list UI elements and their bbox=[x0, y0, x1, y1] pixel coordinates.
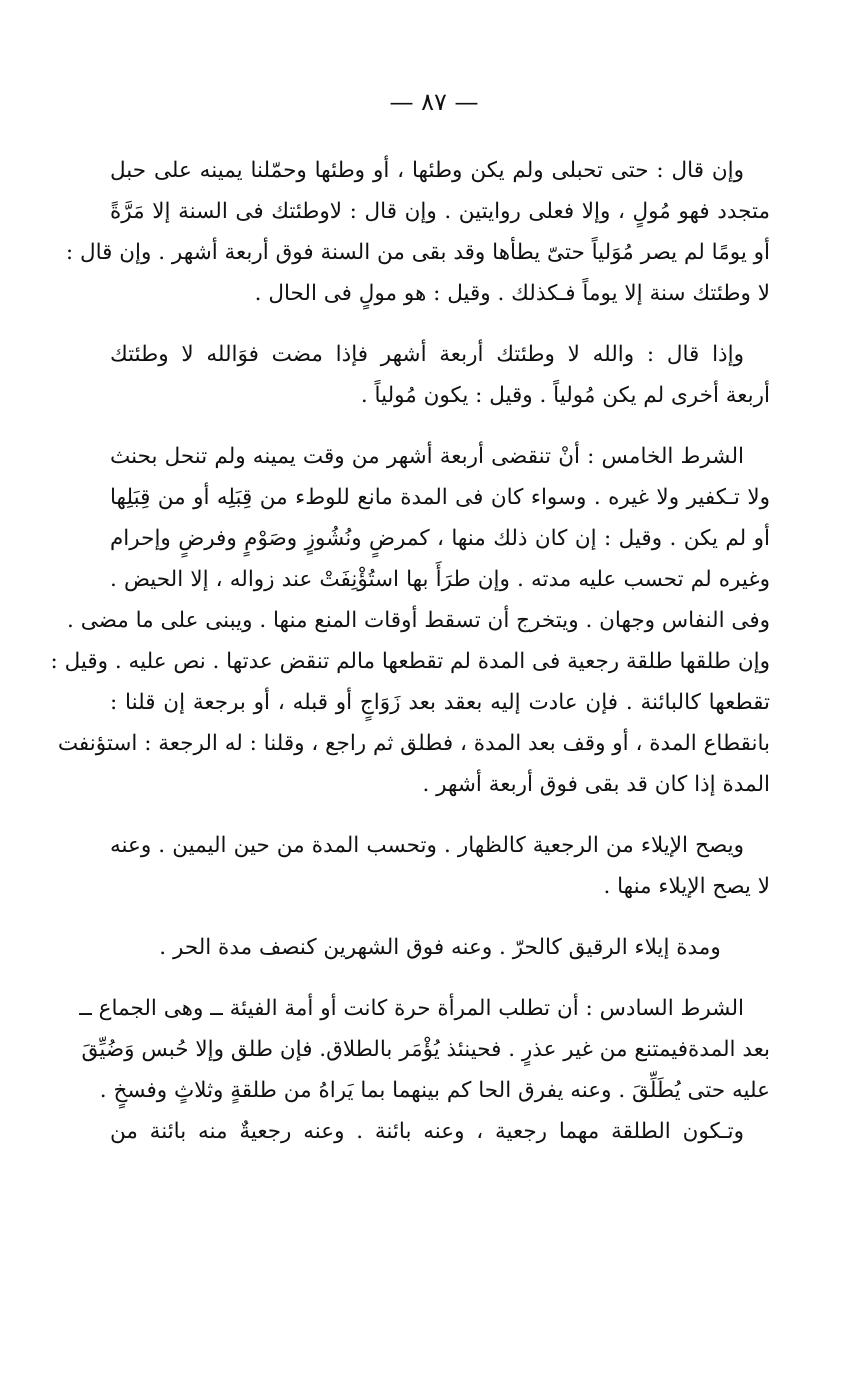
paragraph-4 bbox=[110, 825, 770, 907]
paragraph-6 bbox=[79, 988, 770, 1152]
text-line: لا يصح الإيلاء منها . bbox=[603, 874, 770, 899]
text-line: بانقطاع المدة ، أو وقف بعد المدة ، فطلق ثم راجع ، وقلنا : له الرجعة : استؤنفت bbox=[57, 731, 770, 756]
text-line: وإن طلقها طلقة رجعية فى المدة لم تقطعها مالم تنقض عدتها . نص عليه . وقيل : bbox=[50, 649, 770, 674]
page-number: — ٨٧ — bbox=[389, 88, 479, 116]
text-line: وفى النفاس وجهان . ويتخرج أن تسقط أوقات المنع منها . ويبنى على ما مضى . bbox=[67, 608, 770, 633]
text-line: أو يومًا لم يصر مُوَلياً حتىّ يطأها وقد بقى من السنة فوق أربعة أشهر . وإن قال : bbox=[65, 240, 770, 265]
text-line: ولا تـكفير ولا غيره . وسواء كان فى المدة مانع للوطء من قِبَلِه أو من قِبَلِها bbox=[110, 485, 770, 510]
text-line: وإذا قال : والله لا وطئتك أربعة أشهر فإذا مضت فوَالله لا وطئتك bbox=[110, 342, 744, 367]
text-line: تقطعها كالبائنة . فإن عادت إليه بعقد بعد زَوَاجٍ أو قبله ، أو برجعة إن قلنا : bbox=[110, 690, 770, 715]
paragraph-3 bbox=[50, 436, 770, 805]
text-line: وغيره لم تحسب عليه مدته . وإن طرَأَ بها استُؤْنِفَتْ عند زواله ، إلا الحيض . bbox=[110, 567, 770, 592]
text-line: الشرط الخامس : أنْ تنقضى أربعة أشهر من وقت يمينه ولم تنحل بحنث bbox=[110, 444, 744, 469]
paragraph-2 bbox=[110, 334, 770, 416]
text-line: لا وطئتك سنة إلا يوماً فـكذلك . وقيل : هو مولٍ فى الحال . bbox=[254, 281, 770, 306]
text-line: ويصح الإيلاء من الرجعية كالظهار . وتحسب المدة من حين اليمين . وعنه bbox=[110, 833, 744, 858]
text-line: متجدد فهو مُولٍ ، وإلا فعلى روايتين . وإن قال : لاوطئتك فى السنة إلا مَرَّةً bbox=[110, 199, 770, 224]
text-line: وتـكون الطلقة مهما رجعية ، وعنه بائنة . وعنه رجعيةٌ منه بائنة من bbox=[110, 1119, 744, 1144]
text-line: عليه حتى يُطَلِّقَ . وعنه يفرق الحا كم بينهما بما يَراهُ من طلقةٍ وثلاثٍ وفسخٍ . bbox=[99, 1078, 770, 1103]
text-line: ومدة إيلاء الرقيق كالحرّ . وعنه فوق الشهرين كنصف مدة الحر . bbox=[159, 935, 721, 960]
text-line: بعد المدةفيمتنع من غير عذرٍ . فحينئذ يُؤْمَر بالطلاق. فإن طلق وإلا حُبس وَضُيِّقَ bbox=[81, 1037, 770, 1062]
paragraph-5 bbox=[110, 927, 770, 968]
paragraph-1 bbox=[65, 150, 770, 314]
text-line: الشرط السادس : أن تطلب المرأة حرة كانت أو أمة الفيئة ــ وهى الجماع ــ bbox=[79, 996, 744, 1021]
text-line: المدة إذا كان قد بقى فوق أربعة أشهر . bbox=[422, 772, 770, 797]
text-line: أو لم يكن . وقيل : إن كان ذلك منها ، كمرضٍ ونُشُوزٍ وصَوْمٍ وفرضٍ وإحرام bbox=[110, 526, 770, 551]
text-line: أربعة أخرى لم يكن مُولياً . وقيل : يكون مُولياً . bbox=[360, 383, 770, 408]
body-text bbox=[50, 150, 770, 1152]
text-line: وإن قال : حتى تحبلى ولم يكن وطئها ، أو وطئها وحمّلنا يمينه على حبل bbox=[110, 158, 744, 183]
